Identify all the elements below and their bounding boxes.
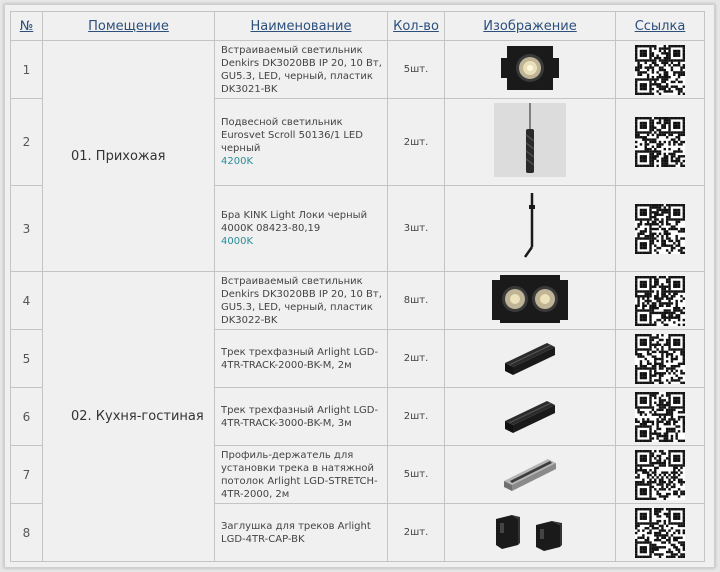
row-number: 2 [11,99,43,186]
product-name-text: Подвесной светильник Eurosvet Scroll 50136/1 LED черный [221,117,363,154]
product-name [215,330,388,388]
product-name-text: Встраиваемый светильник Denkirs DK3020BB IP 20, 10 Вт, GU5.3, LED, черный, пластик DK3022-BK [221,275,382,326]
product-image-cell [445,99,616,186]
qr-code-icon[interactable] [635,508,685,558]
product-image-cell [445,504,616,562]
product-name-text: Профиль-держатель для установки трека в натяжной потолок Arlight LGD-STRETCH-4TR-2000, 2м [221,449,378,500]
qr-code-icon[interactable] [635,117,685,167]
qr-link-cell[interactable] [616,99,705,186]
product-name-text: Бра KINK Light Локи черный 4000K 08423-80,19 [221,210,368,234]
qr-link-cell[interactable] [616,186,705,272]
specification-sheet [4,4,715,568]
qr-link-cell[interactable] [616,272,705,330]
header-image: Изображение [445,12,616,41]
quantity: 2шт. [388,330,445,388]
product-image-cell [445,272,616,330]
row-number: 1 [11,41,43,99]
qr-code-icon[interactable] [635,276,685,326]
room-cell: 01. Прихожая [43,41,215,272]
product-name [215,504,388,562]
row-number: 6 [11,388,43,446]
row-number: 8 [11,504,43,562]
color-temperature: 4000K [221,236,254,247]
row-number: 4 [11,272,43,330]
qr-code-icon[interactable] [635,204,685,254]
product-image-cell [445,186,616,272]
qr-link-cell[interactable] [616,388,705,446]
qr-link-cell[interactable] [616,41,705,99]
header-name: Наименование [215,12,388,41]
wall-sconce-icon [515,189,545,269]
table-row [11,41,705,99]
header-number: № [11,12,43,41]
product-image-cell [445,388,616,446]
stretch-profile-icon [502,453,558,497]
lighting-specification-table [10,11,705,562]
product-image-cell [445,446,616,504]
product-image-cell [445,41,616,99]
quantity: 2шт. [388,504,445,562]
qr-code-icon[interactable] [635,450,685,500]
double-downlight-icon [490,274,570,328]
qr-code-icon[interactable] [635,334,685,384]
product-name [215,41,388,99]
row-number: 5 [11,330,43,388]
product-name [215,99,388,186]
product-name [215,388,388,446]
product-name [215,272,388,330]
quantity: 8шт. [388,272,445,330]
room-cell: 02. Кухня-гостиная [43,272,215,562]
quantity: 5шт. [388,446,445,504]
qr-code-icon[interactable] [635,392,685,442]
product-name [215,446,388,504]
square-downlight-single-icon [499,44,561,96]
product-name-text: Заглушка для треков Arlight LGD-4TR-CAP-BK [221,520,371,545]
pendant-lamp-icon [494,103,566,181]
row-number: 7 [11,446,43,504]
header-quantity: Кол-во [388,12,445,41]
quantity: 2шт. [388,99,445,186]
product-image-cell [445,330,616,388]
quantity: 2шт. [388,388,445,446]
row-number: 3 [11,186,43,272]
qr-link-cell[interactable] [616,446,705,504]
qr-link-cell[interactable] [616,330,705,388]
track-rail-icon [503,395,557,439]
product-name-text: Трек трехфазный Arlight LGD-4TR-TRACK-2000-BK-M, 2м [221,346,379,371]
qr-code-icon[interactable] [635,45,685,95]
quantity: 3шт. [388,186,445,272]
qr-link-cell[interactable] [616,504,705,562]
product-name-text: Трек трехфазный Arlight LGD-4TR-TRACK-3000-BK-M, 3м [221,404,379,429]
product-name [215,186,388,272]
header-link: Ссылка [616,12,705,41]
product-name-text: Встраиваемый светильник Denkirs DK3020BB IP 20, 10 Вт, GU5.3, LED, черный, пластик DK3021-BK [221,44,382,95]
color-temperature: 4200K [221,156,254,167]
table-row [11,272,705,330]
table-header-row [11,12,705,41]
header-room: Помещение [43,12,215,41]
track-end-cap-icon [490,509,570,557]
quantity: 5шт. [388,41,445,99]
track-rail-icon [503,337,557,381]
